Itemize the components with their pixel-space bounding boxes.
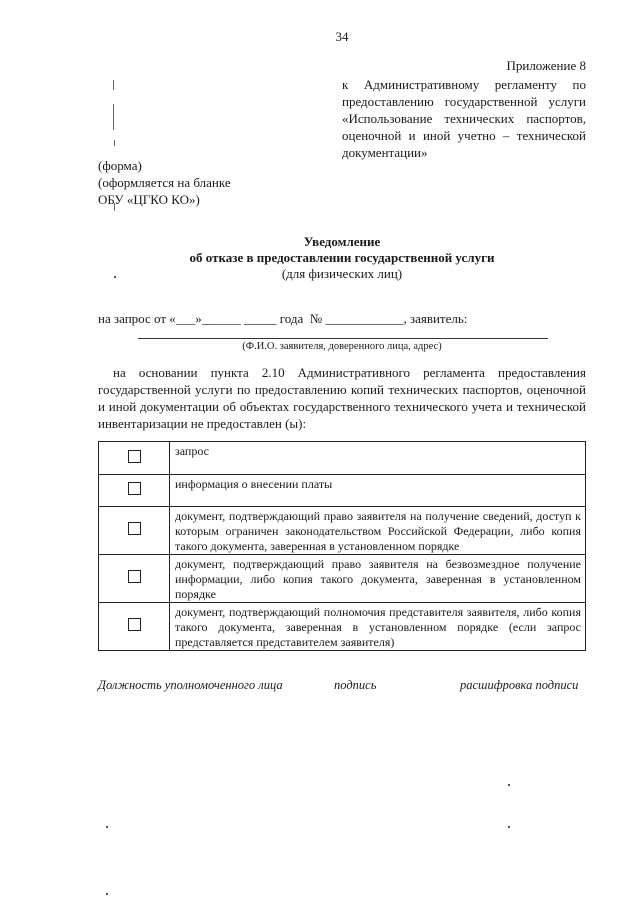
appendix-label: Приложение 8 — [506, 58, 586, 73]
table-row — [99, 555, 586, 603]
scan-artifact — [508, 784, 510, 786]
signature-decode-label: расшифровка подписи — [460, 678, 579, 692]
scan-artifact — [113, 80, 114, 90]
checkbox-cell — [99, 555, 170, 603]
checkbox[interactable] — [128, 482, 141, 495]
title-audience: (для физических лиц) — [281, 266, 403, 281]
scan-artifact — [106, 826, 108, 828]
table-row — [99, 507, 586, 555]
form-note-line: (форма) — [98, 158, 142, 173]
request-line: на запрос от «___»______ _____ года № ____________, заявитель: — [98, 311, 468, 326]
checkbox-cell — [99, 442, 170, 475]
document-item: запрос — [170, 442, 586, 475]
title-heading: Уведомление — [303, 234, 381, 249]
checkbox[interactable] — [128, 522, 141, 535]
document-title — [98, 234, 586, 282]
table-row — [99, 475, 586, 507]
table-row — [99, 603, 586, 651]
scan-artifact — [114, 140, 115, 146]
table-row — [99, 442, 586, 475]
form-note-line: (оформляется на бланке — [98, 175, 231, 190]
scan-artifact — [508, 826, 510, 828]
checkbox-cell — [99, 475, 170, 507]
missing-documents-table — [98, 441, 586, 651]
applicant-underline — [138, 338, 548, 339]
checkbox[interactable] — [128, 450, 141, 463]
applicant-caption: (Ф.И.О. заявителя, доверенного лица, адрес) — [242, 341, 442, 352]
document-item: информация о внесении платы — [170, 475, 586, 507]
regulation-reference: к Административному регламенту по предоставлению государственной услуги «Использование технических паспортов, оценочной и иной учетно – технической документации» — [342, 77, 586, 160]
scan-artifact — [113, 104, 114, 130]
signature-sign-label: подпись — [334, 678, 377, 692]
document-item: документ, подтверждающий полномочия представителя заявителя, либо копия такого документа, заверенная в установленном порядке (если запрос представляется представителем заявителя) — [170, 603, 586, 651]
scan-artifact — [106, 893, 108, 895]
page-number: 34 — [335, 29, 349, 44]
document-item: документ, подтверждающий право заявителя на безвозмездное получение информации, либо копия такого документа, заверенная в установленном порядке — [170, 555, 586, 603]
checkbox-cell — [99, 603, 170, 651]
title-subject: об отказе в предоставлении государственной услуги — [189, 250, 495, 265]
basis-paragraph: на основании пункта 2.10 Административного регламента предоставления государственной услуги по предоставлению копий технических паспортов, оценочной и иной документации об объектах государственного технического учета и технической инвентаризации не предоставлен (ы): — [98, 365, 586, 431]
form-note-line: ОБУ «ЦГКО КО») — [98, 192, 200, 207]
checkbox-cell — [99, 507, 170, 555]
checkbox[interactable] — [128, 618, 141, 631]
checkbox[interactable] — [128, 570, 141, 583]
document-item: документ, подтверждающий право заявителя на получение сведений, доступ к которым ограничен законодательством Российской Федерации, либо копия такого документа, заверенная в установленном порядке — [170, 507, 586, 555]
signature-position-label: Должность уполномоченного лица — [98, 678, 283, 692]
form-note — [98, 157, 231, 208]
